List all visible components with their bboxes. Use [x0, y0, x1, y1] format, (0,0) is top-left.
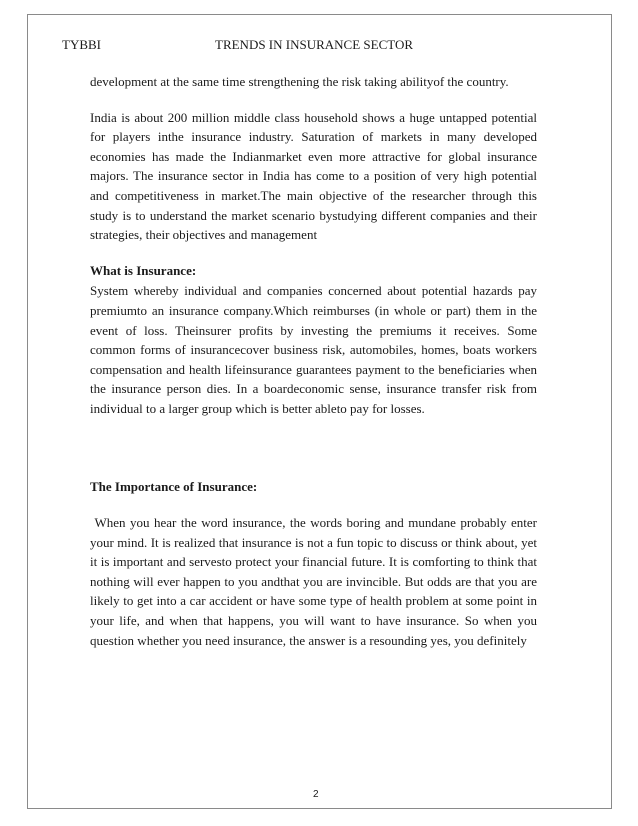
header-title: TRENDS IN INSURANCE SECTOR: [215, 37, 414, 52]
paragraph-importance-of-insurance: When you hear the word insurance, the words boring and mundane probably enter your mind. It is realized that insurance is not a fun topic to discuss or think about, yet it is important and servesto protect your financial future. It is comforting to think that nothing will ever happen to you andthat you are invincible. But odds are that you are likely to get into a car accident or have some type of health problem at some point in your life, and when that happens, you will want to have insurance. So when you question whether you need insurance, the answer is a resounding yes, you definitely: [90, 515, 541, 648]
page-header: [62, 36, 582, 54]
page-number: 2: [313, 789, 319, 800]
paragraph-what-is-insurance: System whereby individual and companies concerned about potential hazards pay premiumto an insurance company.Which reimburses (in whole or part) them in the event of loss. Theinsurer profits by investing the premiums it receives. Some common forms of insurancecover business risk, automobiles, homes, boats workers compensation and health lifeinsurance guarantees payment to the beneficiaries when the insurance person dies. In a boardeconomic sense, insurance transfer risk from individual to a larger group which is better ableto pay for losses.: [90, 283, 537, 416]
header-course-label: TYBBI: [62, 37, 101, 52]
paragraph-continuation: development at the same time strengthening the risk taking abilityof the country.: [90, 74, 509, 89]
paragraph-india-market: India is about 200 million middle class household shows a huge untapped potential for players inthe insurance industry. Saturation of markets in many developed economies has made the Indianmarket even more attractive for global insurance majors. The insurance sector in India has come to a position of very high potential and competitiveness in market.The main objective of the researcher through this study is to understand the market scenario bystudying different companies and their strategies, their objectives and management: [90, 109, 537, 243]
heading-importance-of-insurance: The Importance of Insurance:: [90, 478, 258, 494]
document-body: [90, 72, 541, 650]
heading-what-is-insurance: What is Insurance:: [90, 262, 197, 278]
